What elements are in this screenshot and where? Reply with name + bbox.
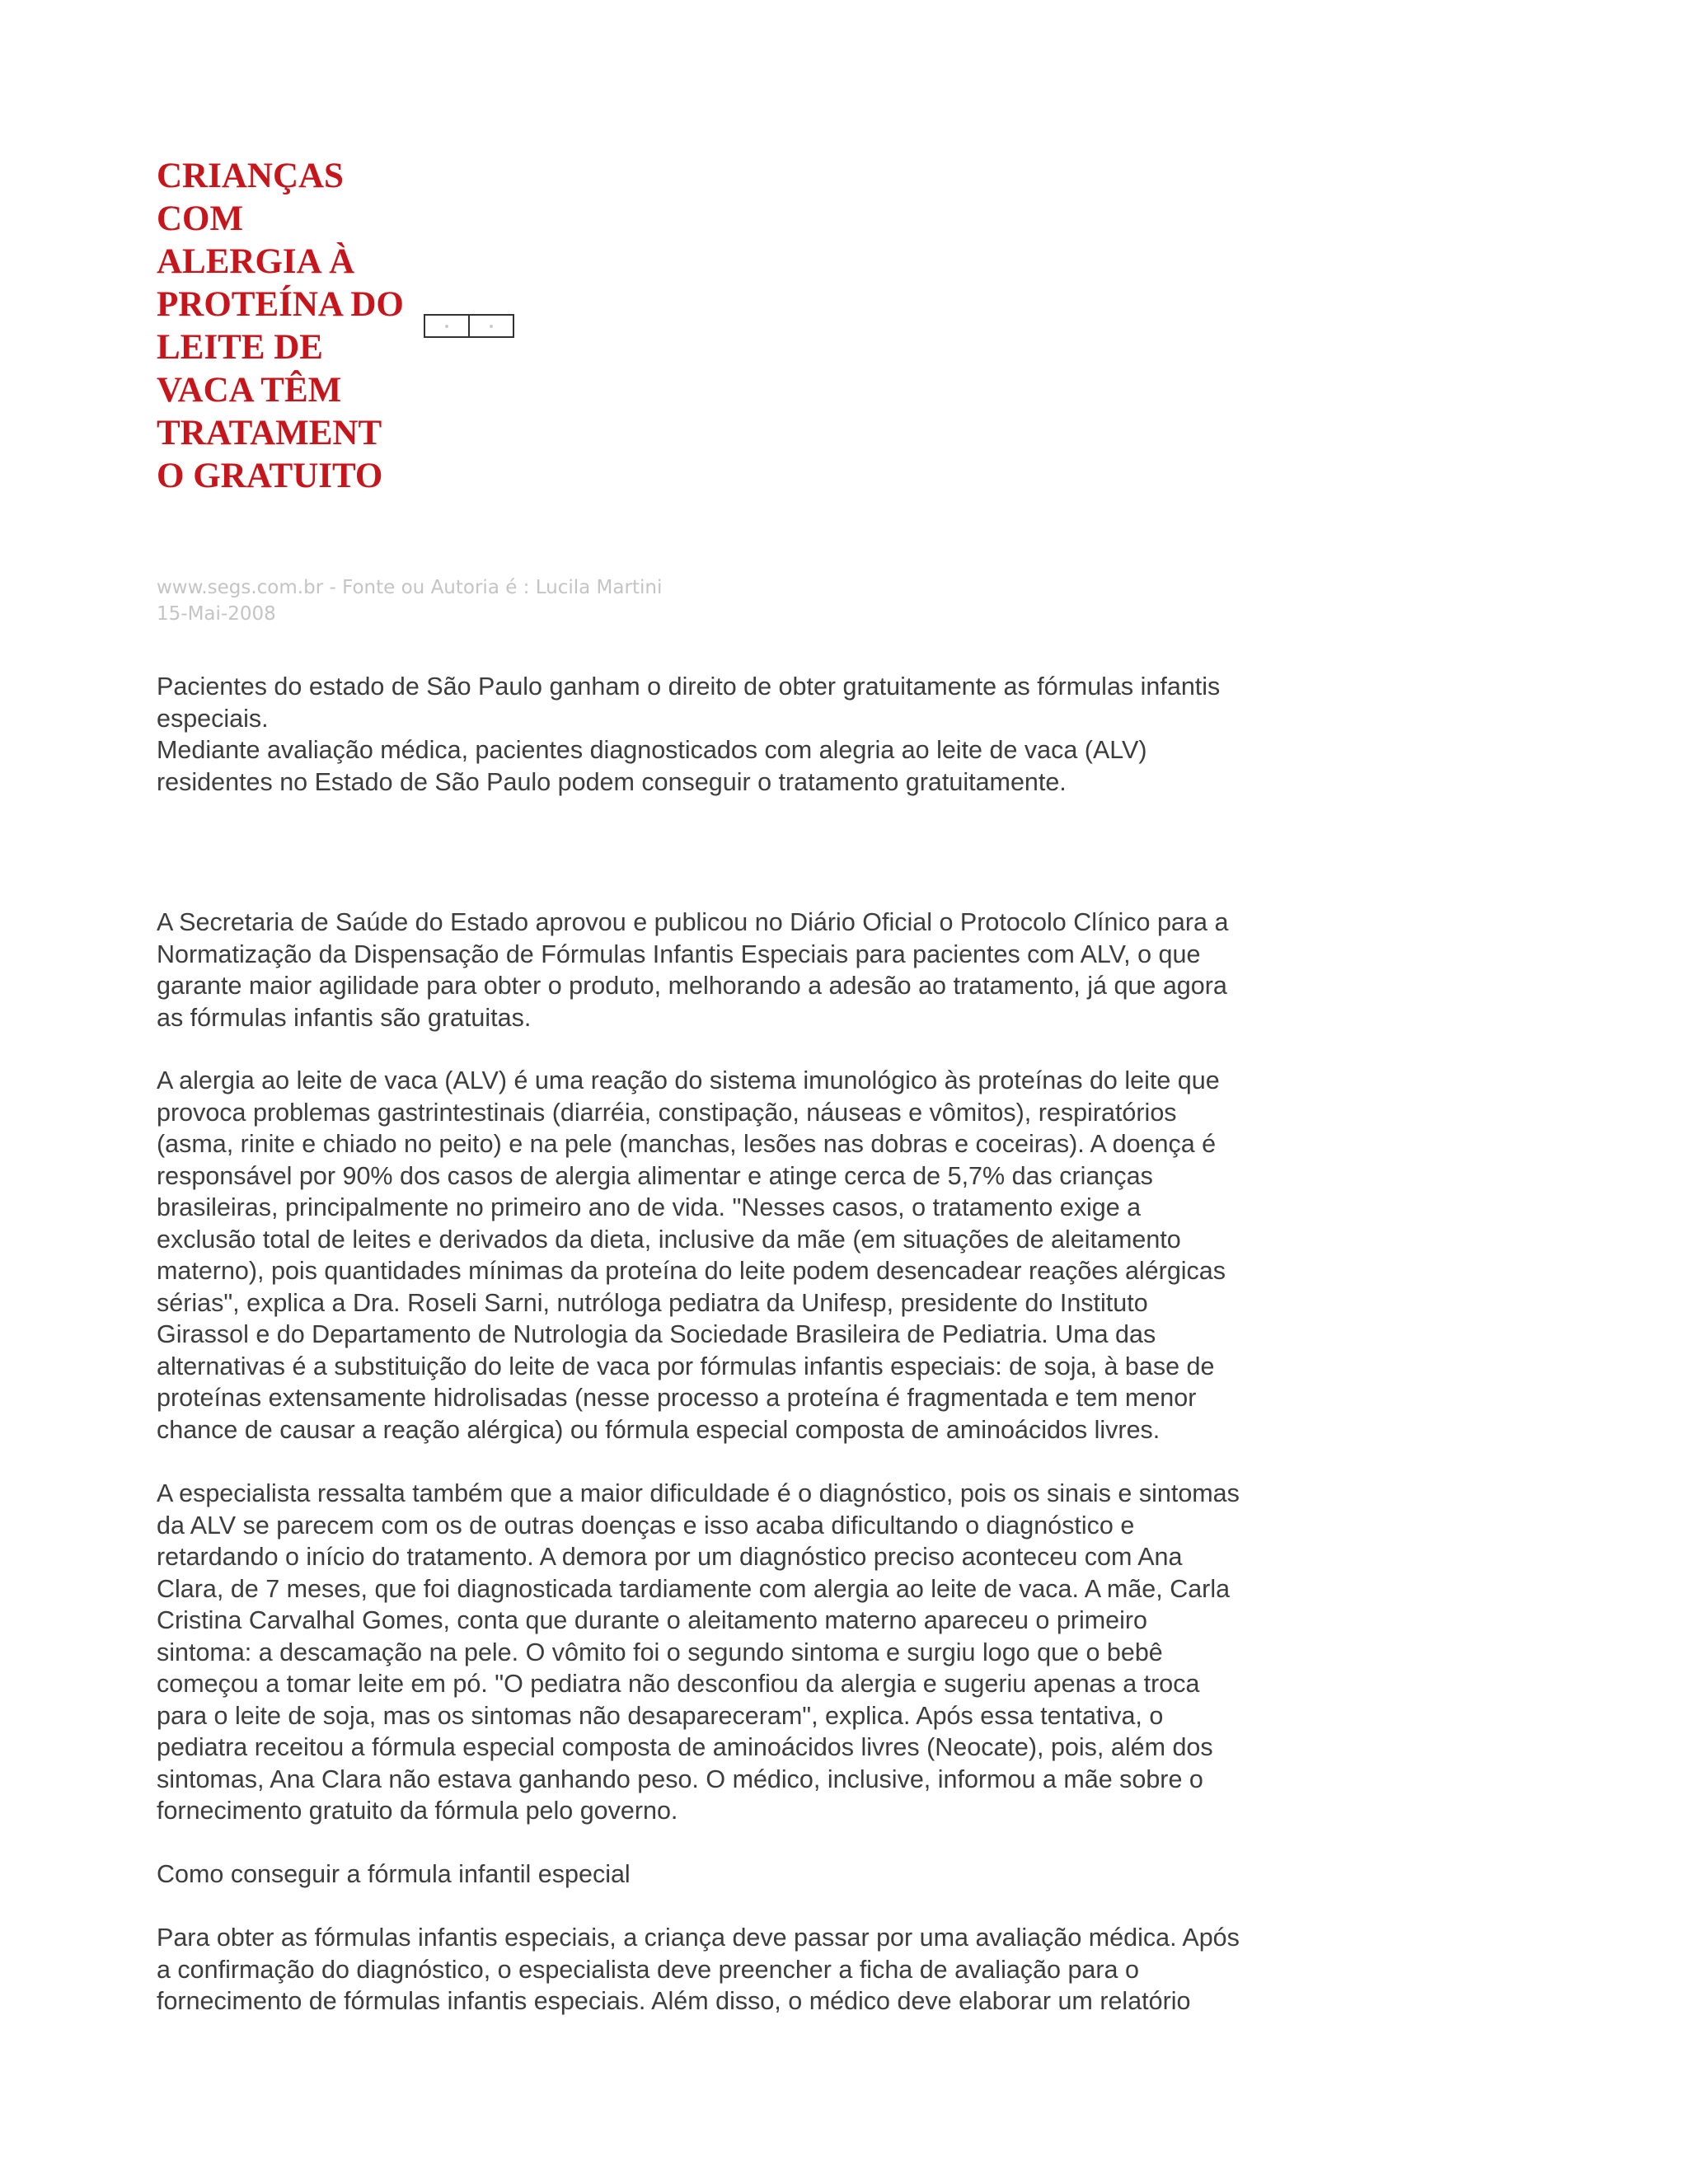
text-line: Girassol e do Departamento de Nutrologia da Sociedade Brasileira de Pediatria. Uma das bbox=[157, 1320, 1156, 1348]
title-line: O GRATUITO bbox=[157, 457, 383, 495]
text-line: sintoma: a descamação na pele. O vômito foi o segundo sintoma e surgiu logo que o bebê bbox=[157, 1638, 1163, 1666]
text-line: pediatra receitou a fórmula especial composta de aminoácidos livres (Neocate), pois, além dos bbox=[157, 1733, 1213, 1761]
email-icon bbox=[490, 325, 493, 328]
text-line: residentes no Estado de São Paulo podem conseguir o tratamento gratuitamente. bbox=[157, 767, 1067, 796]
text-line: Pacientes do estado de São Paulo ganham o direito de obter gratuitamente as fórmulas infantis bbox=[157, 673, 1221, 701]
article-source: www.segs.com.br - Fonte ou Autoria é : Lucila Martini bbox=[157, 577, 663, 598]
text-line: especiais. bbox=[157, 704, 269, 733]
paragraph-como-obter bbox=[157, 1922, 1360, 2018]
text-line: fornecimento de fórmulas infantis especiais. Além disso, o médico deve elaborar um relatório bbox=[157, 1987, 1191, 2015]
title-line: PROTEÍNA DO bbox=[157, 285, 404, 324]
text-line: proteínas extensamente hidrolisadas (nesse processo a proteína é fragmentada e tem menor bbox=[157, 1384, 1197, 1412]
article-intro bbox=[157, 671, 1360, 798]
section-subheading bbox=[157, 1858, 1360, 1891]
text-line: materno), pois quantidades mínimas da proteína do leite podem desencadear reações alérgicas bbox=[157, 1257, 1226, 1285]
text-line: A Secretaria de Saúde do Estado aprovou e publicou no Diário Oficial o Protocolo Clínico para a bbox=[157, 908, 1229, 936]
text-line: começou a tomar leite em pó. "O pediatra não desconfiou da alergia e sugeriu apenas a troca bbox=[157, 1670, 1200, 1698]
text-line: retardando o início do tratamento. A demora por um diagnóstico preciso aconteceu com Ana bbox=[157, 1543, 1183, 1571]
print-icon bbox=[445, 325, 448, 328]
text-line: Cristina Carvalhal Gomes, conta que durante o aleitamento materno apareceu o primeiro bbox=[157, 1606, 1147, 1634]
article-tools bbox=[424, 314, 513, 338]
title-line: VACA TÊM bbox=[157, 371, 342, 410]
text-line: exclusão total de leites e derivados da dieta, inclusive da mãe (em situações de aleitamento bbox=[157, 1225, 1181, 1254]
text-line: Para obter as fórmulas infantis especiais, a criança deve passar por uma avaliação médica. Após bbox=[157, 1924, 1240, 1952]
text-line: fornecimento gratuito da fórmula pelo governo. bbox=[157, 1797, 678, 1825]
title-line: ALERGIA À bbox=[157, 242, 355, 281]
title-line: COM bbox=[157, 199, 244, 238]
text-line: garante maior agilidade para obter o produto, melhorando a adesão ao tratamento, já que agora bbox=[157, 972, 1227, 1000]
text-line: para o leite de soja, mas os sintomas não desapareceram", explica. Após essa tentativa, o bbox=[157, 1701, 1164, 1730]
text-line: chance de causar a reação alérgica) ou fórmula especial composta de aminoácidos livres. bbox=[157, 1415, 1160, 1444]
text-line: da ALV se parecem com os de outras doenças e isso acaba dificultando o diagnóstico e bbox=[157, 1511, 1135, 1540]
email-button[interactable] bbox=[468, 314, 514, 338]
text-line: A especialista ressalta também que a maior dificuldade é o diagnóstico, pois os sinais e sintomas bbox=[157, 1479, 1240, 1507]
text-line: brasileiras, principalmente no primeiro ano de vida. "Nesses casos, o tratamento exige a bbox=[157, 1193, 1142, 1221]
paragraph-secretaria bbox=[157, 907, 1360, 1033]
print-button[interactable] bbox=[424, 314, 470, 338]
text-line: provoca problemas gastrintestinais (diarréia, constipação, náuseas e vômitos), respiratórios bbox=[157, 1098, 1177, 1127]
paragraph-alergia bbox=[157, 1065, 1360, 1446]
title-line: TRATAMENT bbox=[157, 414, 382, 452]
article-title bbox=[157, 155, 429, 498]
text-line: Normatização da Dispensação de Fórmulas Infantis Especiais para pacientes com ALV, o que bbox=[157, 940, 1201, 968]
article-date: 15-Mai-2008 bbox=[157, 603, 276, 625]
text-line: sérias", explica a Dra. Roseli Sarni, nutróloga pediatra da Unifesp, presidente do Instituto bbox=[157, 1288, 1148, 1317]
title-line: LEITE DE bbox=[157, 328, 323, 367]
text-line: Clara, de 7 meses, que foi diagnosticada tardiamente com alergia ao leite de vaca. A mãe, Carla bbox=[157, 1574, 1231, 1603]
text-line: (asma, rinite e chiado no peito) e na pele (manchas, lesões nas dobras e coceiras). A doença é bbox=[157, 1130, 1217, 1158]
text-line: Mediante avaliação médica, pacientes diagnosticados com alegria ao leite de vaca (ALV) bbox=[157, 736, 1147, 764]
text-line: a confirmação do diagnóstico, o especialista deve preencher a ficha de avaliação para o bbox=[157, 1955, 1139, 1984]
text-line: sintomas, Ana Clara não estava ganhando peso. O médico, inclusive, informou a mãe sobre o bbox=[157, 1765, 1203, 1793]
title-line: CRIANÇAS bbox=[157, 157, 344, 195]
text-line: Como conseguir a fórmula infantil especial bbox=[157, 1860, 631, 1888]
text-line: responsável por 90% dos casos de alergia alimentar e atinge cerca de 5,7% das crianças bbox=[157, 1161, 1153, 1190]
article-meta bbox=[157, 574, 662, 627]
text-line: A alergia ao leite de vaca (ALV) é uma reação do sistema imunológico às proteínas do leite que bbox=[157, 1066, 1220, 1094]
paragraph-especialista bbox=[157, 1478, 1360, 1827]
text-line: alternativas é a substituição do leite de vaca por fórmulas infantis especiais: de soja, à base de bbox=[157, 1352, 1215, 1380]
text-line: as fórmulas infantis são gratuitas. bbox=[157, 1003, 532, 1032]
